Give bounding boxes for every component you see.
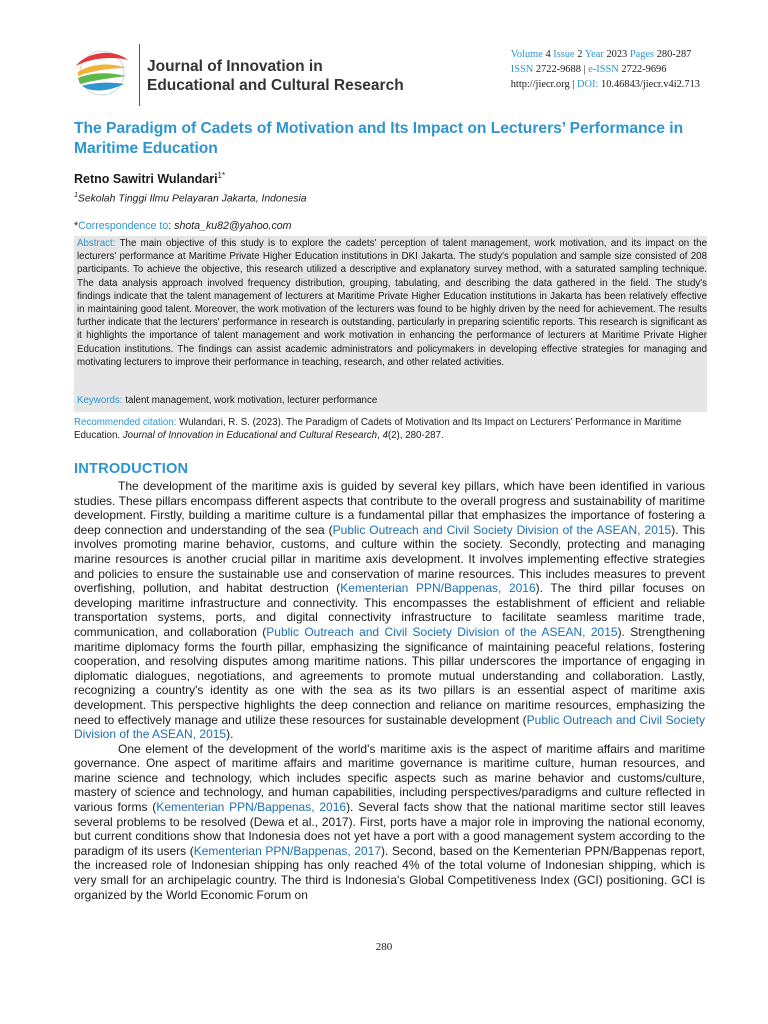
year-value: 2023 <box>606 49 628 60</box>
year-label: Year <box>584 49 604 60</box>
citation-link[interactable]: Public Outreach and Civil Society Division of the ASEAN, 2015 <box>332 522 672 537</box>
correspondence-colon: : <box>168 220 172 232</box>
pages-label: Pages <box>629 49 655 60</box>
affiliation-superscript: 1 <box>74 192 78 199</box>
pages-value: 280-287 <box>656 49 692 60</box>
author-name <box>74 171 225 186</box>
citation-issue-pages: (2), 280-287. <box>387 430 444 442</box>
volume-value: 4 <box>545 49 551 60</box>
paragraph-text: ). The third pillar focuses on developing maritime infrastructure and connectivity. This encompasses the establishment of efficient and reliable transportation systems, ports, and digital connectivity infrastructure to facilitate seamless maritime trade, communication, and collaboration ( <box>74 581 705 639</box>
author-superscript: 1* <box>217 171 226 180</box>
page-number: 280 <box>375 941 393 953</box>
journal-logo <box>70 46 134 100</box>
url-separator: | <box>572 79 575 90</box>
abstract-label: Abstract: <box>77 238 116 249</box>
url-doi-row <box>511 77 700 92</box>
issn-label: ISSN <box>510 64 534 75</box>
volume-label: Volume <box>510 49 543 60</box>
correspondence-label: Correspondence to <box>78 220 169 232</box>
paragraph-text: One element of the development of the world's maritime axis is the aspect of maritime affairs and maritime governance. One aspect of maritime affairs and maritime governance is maritime culture, human resources, and marine science and technology, which includes specific aspects such as marine behavior and customs/culture, mastery of science and technology, and human capabilities, including perspectives/paradigms and culture reflected in various forms ( <box>74 741 705 815</box>
paragraph <box>74 742 705 903</box>
keywords <box>77 395 377 406</box>
paragraph-text: The development of the maritime axis is guided by several key pillars, which have been identified in various studies. These pillars encompass different aspects that contribute to the overall progress and sustainability of maritime development. Firstly, building a maritime culture is a fundamental pillar that emphasizes the importance of fostering a deep connection and understanding of the sea ( <box>74 479 705 537</box>
paragraph-text: ). Strengthening maritime diplomacy forms the fourth pillar, emphasizing the significance of maintaining peaceful relations, fostering cooperation, and resolving disputes among maritime nations. This pillar underscores the importance of engaging in diplomatic dialogues, negotiations, and agreements to promote mutual understanding and collaboration. Lastly, recognizing a country's identity as one with the sea as its two pillars is an essential aspect of maritime axis development. This perspective highlights the deep connection and reliance on maritime resources, emphasizing the need to effectively manage and utilize these resources for sustainable development ( <box>74 624 706 727</box>
volume-issue-row <box>511 47 700 62</box>
issn-separator: | <box>583 64 586 75</box>
header-divider <box>139 44 140 106</box>
citation-link[interactable]: Public Outreach and Civil Society Division of the ASEAN, 2015 <box>74 712 705 742</box>
journal-name-line1: Journal of Innovation in <box>147 58 323 75</box>
journal-name-line2: Educational and Cultural Research <box>147 77 404 94</box>
affiliation-text: Sekolah Tinggi Ilmu Pelayaran Jakarta, Indonesia <box>77 193 307 205</box>
citation-journal: Journal of Innovation in Educational and Cultural Research <box>122 430 377 442</box>
citation-link[interactable]: Kementerian PPN/Bappenas, 2016 <box>340 581 536 596</box>
recommended-citation <box>74 416 707 443</box>
abstract <box>77 237 707 369</box>
paragraph-text: ). <box>226 727 234 742</box>
citation-label: Recommended citation: <box>74 417 177 428</box>
section-heading-introduction: INTRODUCTION <box>74 461 189 477</box>
eissn-value: 2722-9696 <box>621 64 667 75</box>
issue-label: Issue <box>553 49 575 60</box>
correspondence <box>74 220 292 232</box>
paragraph-text: ). This involves promoting marine behavior, customs, and culture within the society. Secondly, protecting and managing marine resources is another crucial pillar in maritime axis development. It involves implementing effective strategies and policies to ensure the sustainable use and conservation of marine resources. This includes measures to prevent overfishing, pollution, and habitat destruction ( <box>74 522 705 596</box>
paragraph-text: ). Several facts show that the national maritime sector still leaves several problems to be resolved (Dewa et al., 2017). First, ports have a major role in improving the national economy, but current conditions show that Indonesia does not yet have a port with a good management system according to the paradigm of its users ( <box>74 800 705 858</box>
citation-link[interactable]: Public Outreach and Civil Society Division of the ASEAN, 2015 <box>266 624 618 639</box>
paragraph <box>74 479 705 742</box>
citation-link[interactable]: Kementerian PPN/Bappenas, 2016 <box>156 800 347 815</box>
journal-meta <box>511 47 700 92</box>
citation-volume: 4 <box>382 430 388 442</box>
abstract-text: The main objective of this study is to explore the cadets' perception of talent management, work motivation, and its impact on the lecturers' performance at Maritime Private Higher Education institutions in DKI Jakarta. The study's population and sample size consisted of 208 participants. To achieve the objective, this research utilized a descriptive and explanatory survey method, with a saturated sampling technique. The data analysis approach involved frequency distribution, grouping, tabulating, and describing the data gathered in the field. The study's findings indicate that the talent management of lecturers at Maritime Private Higher Education institutions in Jakarta has been relatively effective in maintaining good talent. Moreover, the work motivation of the lecturers was found to be highly driven by the need for achievement. The results further indicate that the lecturers' performance in research is outstanding, particularly in preparing scientific reports. This research is significant as it highlights the importance of talent management and work motivation in enhancing the performance of lecturers at Maritime Private Higher Education institutions. The findings can assist academic administrators and policymakers in developing effective strategies for managing and motivating lecturers to improve their performance in teaching, research, and other related activities. <box>77 238 707 368</box>
journal-name <box>147 57 417 95</box>
introduction-body <box>74 479 705 902</box>
citation-link[interactable]: Kementerian PPN/Bappenas, 2017 <box>193 843 382 858</box>
doi-label: DOI: <box>577 79 599 90</box>
article-title: The Paradigm of Cadets of Motivation and Its Impact on Lecturers’ Performance in Maritime Education <box>74 120 684 157</box>
issn-value: 2722-9688 <box>535 64 581 75</box>
citation-text: Wulandari, R. S. (2023). The Paradigm of Cadets of Motivation and Its Impact on Lecturers’ Performance in Maritime Education. <box>74 417 682 442</box>
correspondence-email-link[interactable]: shota_ku82@yahoo.com <box>174 220 292 232</box>
paragraph-text: ). Second, based on the Kementerian PPN/Bappenas report, the increased role of Indonesian shipping has only reached 4% of the total volume of Indonesian shipping, which is very small for an archipelagic country. The third is Indonesia's Global Competitiveness Index (GCI) positioning. GCI is organized by the World Economic Forum on <box>74 843 705 902</box>
issue-value: 2 <box>577 49 583 60</box>
journal-url-link[interactable]: http://jiecr.org <box>510 79 570 90</box>
keywords-text: talent management, work motivation, lecturer performance <box>125 395 378 406</box>
correspondence-star: * <box>74 220 79 232</box>
author-name-text: Retno Sawitri Wulandari <box>74 172 218 187</box>
issn-row <box>511 62 700 77</box>
eissn-label: e-ISSN <box>588 64 619 75</box>
doi-link[interactable]: 10.46843/jiecr.v4i2.713 <box>601 79 700 90</box>
keywords-label: Keywords: <box>77 395 123 406</box>
author-affiliation <box>74 192 307 204</box>
citation-separator: , <box>377 430 380 442</box>
